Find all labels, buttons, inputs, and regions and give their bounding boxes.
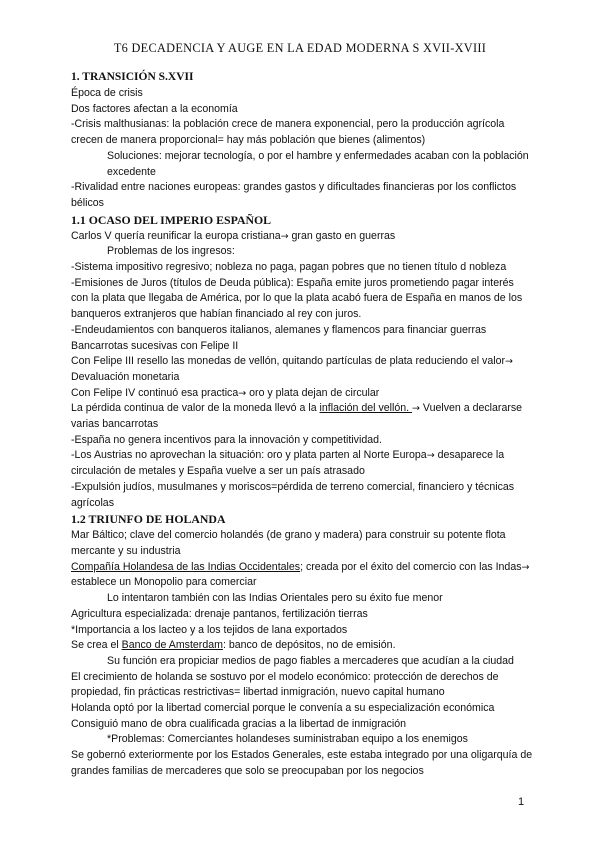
text-span: Con Felipe IV continuó esa practica — [71, 386, 239, 399]
paragraph: *Importancia a los lacteo y a los tejidos de lana exportados — [71, 623, 348, 636]
paragraph: Holanda optó por la libertad comercial porque le convenía a su especialización económica — [71, 702, 495, 715]
paragraph: Mar Báltico; clave del comercio holandés (de grano y madera) para construir su potente flota mercante y su industria — [71, 529, 506, 557]
paragraph: -Expulsión judíos, musulmanes y moriscos=pérdida de terreno comercial, financiero y técnicas agrícolas — [71, 480, 515, 509]
paragraph: El crecimiento de holanda se sostuvo por el modelo económico: protección de derechos de propiedad, fin prácticas restrictivas= libertad inmigración, nuevo capital humano — [71, 670, 499, 699]
document-body — [71, 69, 533, 780]
paragraph: Bancarrotas sucesivas con Felipe II — [71, 339, 239, 352]
text-span: : banco de depósitos, no de emisión. — [222, 639, 396, 652]
text-span: oro y plata dejan de circular — [246, 386, 380, 399]
paragraph: -España no genera incentivos para la innovación y competitividad. — [71, 433, 382, 446]
paragraph — [71, 560, 533, 591]
section-heading-holanda: 1.2 TRIUNFO DE HOLANDA — [71, 512, 226, 527]
text-span: La pérdida continua de valor de la moneda llevó a la — [71, 402, 320, 415]
text-span: desaparece la circulación de metales y España vuelve a ser un país atrasado — [71, 449, 505, 478]
underlined-term: Banco de Amsterdam — [121, 639, 223, 652]
indented-paragraph: Soluciones: mejorar tecnología, o por el hambre y enfermedades acaban con la población excedente — [107, 149, 529, 178]
paragraph: -Emisiones de Juros (títulos de Deuda pública): España emite juros prometiendo pagar interés con la plata que llegaba de América, por lo que la plata acabó fuera de España en manos de los banqueros extranjeros que habían financiado al rey con juros. — [71, 276, 523, 321]
text-span: Con Felipe III resello las monedas de vellón, quitando partículas de plata reduciendo el valor — [71, 355, 506, 368]
paragraph: Agricultura especializada: drenaje pantanos, fertilización tierras — [71, 607, 368, 620]
indented-paragraph: Problemas de los ingresos: — [107, 245, 235, 258]
page-title: T6 DECADENCIA Y AUGE EN LA EDAD MODERNA S XVII-XVIII — [113, 41, 487, 55]
paragraph — [71, 401, 533, 432]
indented-paragraph: *Problemas: Comerciantes holandeses suministraban equipo a los enemigos — [107, 733, 468, 746]
indented-paragraph: Su función era propiciar medios de pago fiables a mercaderes que acudían a la ciudad — [107, 654, 514, 667]
text-span: gran gasto en guerras — [288, 229, 396, 242]
paragraph — [71, 638, 533, 654]
right-arrow-icon: → — [521, 561, 530, 573]
paragraph: Época de crisis — [71, 87, 143, 99]
right-arrow-icon: → — [238, 387, 247, 399]
text-span: ; creada por el éxito del comercio con las Indas — [300, 560, 522, 573]
paragraph: Se gobernó exteriormente por los Estados Generales, este estaba integrado por una oligarquía de grandes familias de mercaderes que solo se preocupaban por los negocios — [71, 749, 533, 777]
text-span: Carlos V quería reunificar la europa cristiana — [71, 229, 281, 242]
paragraph: Dos factores afectan a la economía — [71, 102, 238, 115]
section-heading-transicion: 1. TRANSICIÓN S.XVII — [71, 71, 194, 83]
page-number: 1 — [518, 796, 525, 808]
indented-paragraph: Lo intentaron también con las Indias Orientales pero su éxito fue menor — [107, 592, 443, 605]
text-span: Vuelven a declararse varias bancarrotas — [71, 402, 523, 431]
right-arrow-icon: → — [505, 356, 513, 368]
paragraph: -Endeudamientos con banqueros italianos, alemanes y flamencos para financiar guerras — [71, 323, 487, 336]
paragraph: Consiguió mano de obra cualificada gracias a la libertad de inmigración — [71, 717, 407, 730]
paragraph — [71, 448, 533, 479]
text-span: -Los Austrias no aprovechan la situación: oro y plata parten al Norte Europa — [71, 449, 427, 462]
paragraph — [71, 354, 533, 385]
paragraph — [71, 386, 533, 402]
paragraph: -Sistema impositivo regresivo; nobleza no paga, pagan pobres que no tienen título d nobleza — [71, 261, 507, 274]
paragraph — [71, 229, 533, 245]
text-span: Devaluación monetaria — [71, 370, 180, 383]
paragraph: -Rivalidad entre naciones europeas: grandes gastos y dificultades financieras por los conflictos bélicos — [71, 181, 517, 209]
right-arrow-icon: → — [280, 230, 289, 242]
right-arrow-icon: → — [412, 403, 420, 415]
text-span: Se crea el — [71, 639, 122, 652]
right-arrow-icon: → — [426, 450, 435, 462]
underlined-term: inflación del vellón. — [319, 402, 413, 415]
underlined-term: Compañía Holandesa de las Indias Occidentales — [71, 560, 301, 573]
text-span: establece un Monopolio para comerciar — [71, 576, 257, 589]
paragraph: -Crisis malthusianas: la población crece de manera exponencial, pero la producción agrícola crecen de manera proporcional= hay más población que bienes (alimentos) — [71, 118, 505, 147]
section-heading-ocaso: 1.1 OCASO DEL IMPERIO ESPAÑOL — [71, 212, 272, 227]
